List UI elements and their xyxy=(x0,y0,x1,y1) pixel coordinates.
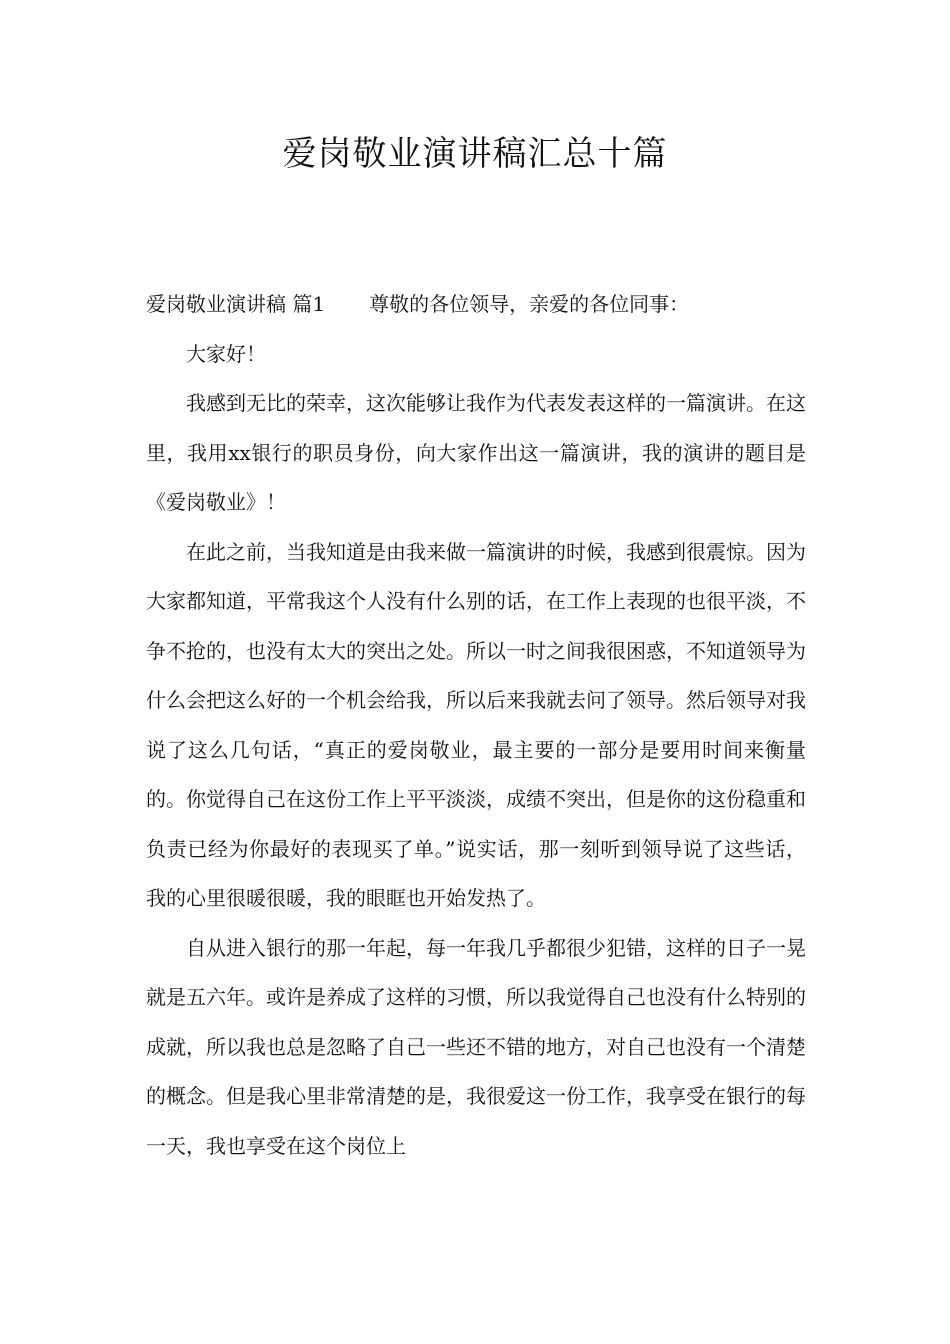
paragraph-1: 我感到无比的荣幸，这次能够让我作为代表发表这样的一篇演讲。在这里，我用xx银行的职员身份，向大家作出这一篇演讲，我的演讲的题目是《爱岗敬业》！ xyxy=(146,391,806,514)
paragraph-3: 自从进入银行的那一年起，每一年我几乎都很少犯错，这样的日子一晃就是五六年。或许是养成了这样的习惯，所以我觉得自己也没有什么特别的成就，所以我也总是忽略了自己一些还不错的地方，对自己也没有一个清楚的概念。但是我心里非常清楚的是，我很爱这一份工作，我享受在银行的每一天，我也享受在这个岗位上 xyxy=(146,935,806,1158)
salutation: 尊敬的各位领导，亲爱的各位同事： xyxy=(369,292,690,316)
paragraph-greeting: 大家好！ xyxy=(186,341,266,366)
paragraph-2: 在此之前，当我知道是由我来做一篇演讲的时候，我感到很震惊。因为大家都知道，平常我这个人没有什么别的话，在工作上表现的也很平淡，不争不抢的，也没有太大的突出之处。所以一时之间我很困惑，不知道领导为什么会把这么好的一个机会给我，所以后来我就去问了领导。然后领导对我说了这么几句话，“真正的爱岗敬业，最主要的一部分是要用时间来衡量的。你觉得自己在这份工作上平平淡淡，成绩不突出，但是你的这份稳重和负责已经为你最好的表现买了单。”说实话，那一刻听到领导说了这些话，我的心里很暖很暖，我的眼眶也开始发热了。 xyxy=(146,539,806,910)
document-body xyxy=(146,280,806,1171)
document-title: 爱岗敬业演讲稿汇总十篇 xyxy=(282,134,668,174)
section-heading-line xyxy=(146,280,806,330)
section-heading: 爱岗敬业演讲稿 篇1 xyxy=(146,292,326,316)
